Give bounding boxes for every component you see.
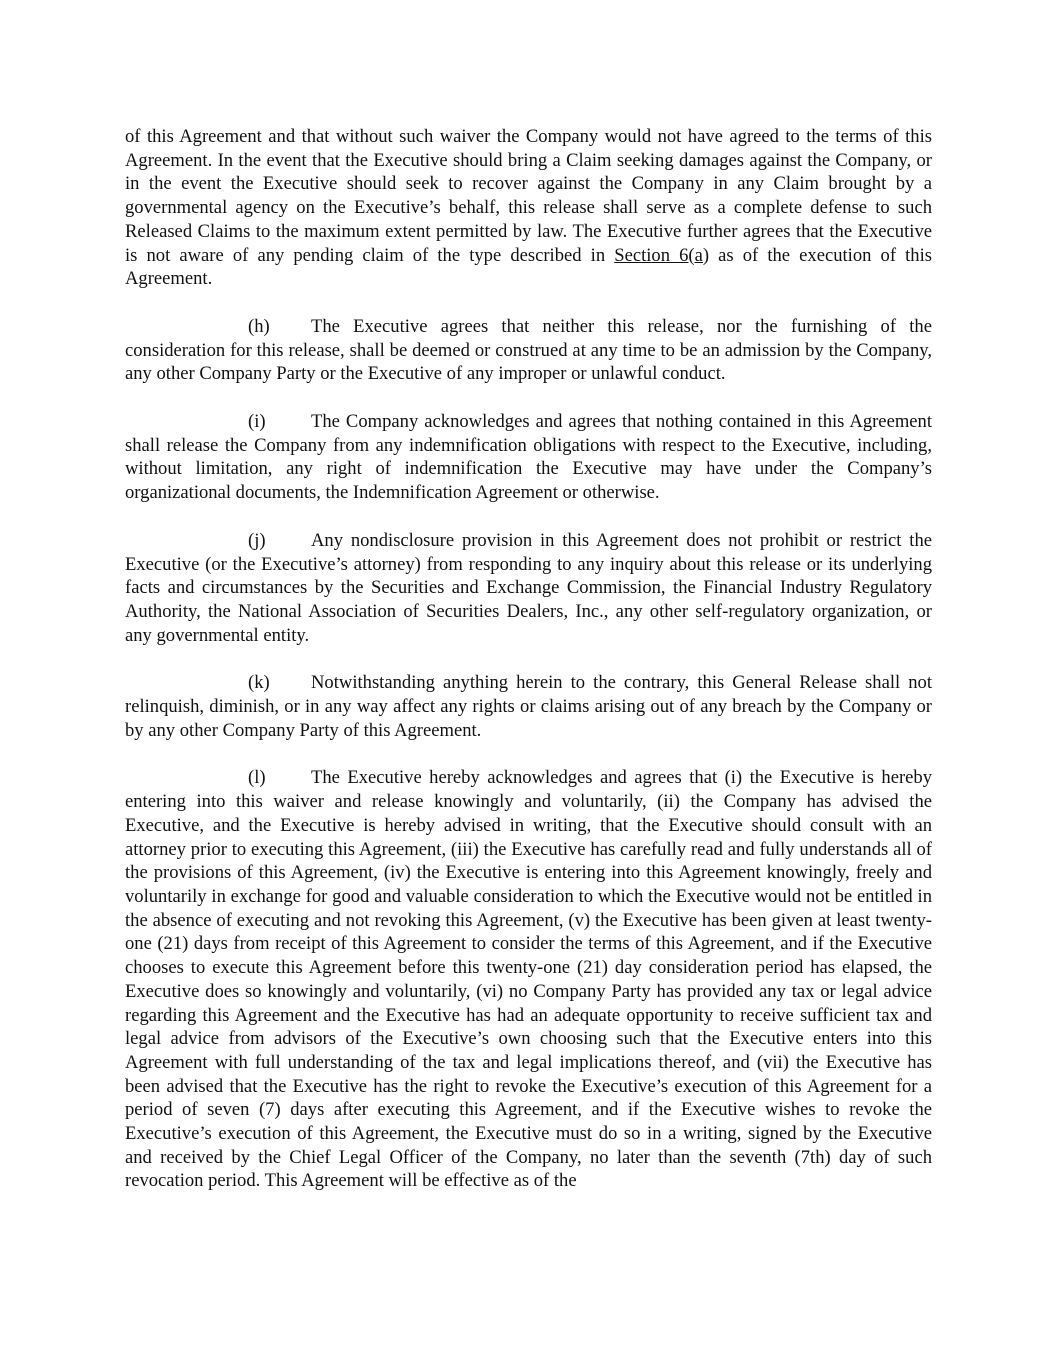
paragraph-marker: (k): [248, 672, 270, 694]
paragraph-text: as of the execution of this Agreement.: [125, 244, 932, 290]
paragraph-k: [125, 671, 932, 742]
paragraph-text: The Executive hereby acknowledges and agrees that (i) the Executive is hereby entering into this waiver and release knowingly and voluntarily, (ii) the Company has advised the Executive, and the Executive is hereby advised in writing, that the Executive should consult with an attorney prior to executing this Agreement, (iii) the Executive has carefully read and fully understands all of the provisions of this Agreement, (iv) the Executive is entering into this Agreement knowingly, freely and voluntarily in exchange for good and valuable consideration to which the Executive would not be entitled in the absence of executing and not revoking this Agreement, (v) the Executive has been given at least twenty-one (21) days from receipt of this Agreement to consider the terms of this Agreement, and if the Executive chooses to execute this Agreement before this twenty-one (21) day consideration period has elapsed, the Executive does so knowingly and voluntarily, (vi) no Company Party has provided any tax or legal advice regarding this Agreement and the Executive has had an adequate opportunity to receive sufficient tax and legal advice from advisors of the Executive’s own choosing such that the Executive enters into this Agreement with full understanding of the tax and legal implications thereof, and (vii) the Executive has been advised that the Executive has the right to revoke the Executive’s execution of this Agreement for a period of seven (7) days after executing this Agreement, and if the Executive wishes to revoke the Executive’s execution of this Agreement, the Executive must do so in a writing, signed by the Executive and received by the Chief Legal Officer of the Company, no later than the seventh (7th) day of such revocation period. This Agreement will be effective as of the: [125, 767, 932, 1192]
paragraph-marker: (h): [248, 315, 270, 337]
paragraph-j: [125, 529, 932, 648]
paragraph-text: Notwithstanding anything herein to the contrary, this General Release shall not relinquish, diminish, or in any way affect any rights or claims arising out of any breach by the Company or by any other Company Party of this Agreement.: [125, 672, 932, 741]
paragraph-marker: (l): [248, 767, 266, 789]
section-reference: Section 6(a): [614, 244, 710, 266]
paragraph-text: Any nondisclosure provision in this Agreement does not prohibit or restrict the Executive (or the Executive’s attorney) from responding to any inquiry about this release or its underlying facts and circumstances by the Securities and Exchange Commission, the Financial Industry Regulatory Authority, the National Association of Securities Dealers, Inc., any other self-regulatory organization, or any governmental entity.: [125, 529, 932, 646]
paragraph-continuation: [125, 125, 932, 291]
paragraph-text: The Company acknowledges and agrees that nothing contained in this Agreement shall release the Company from any indemnification obligations with respect to the Executive, including, without limitation, any right of indemnification the Executive may have under the Company’s organizational documents, the Indemnification Agreement or otherwise.: [125, 411, 932, 504]
paragraph-l: [125, 766, 932, 1193]
paragraph-marker: (j): [248, 529, 266, 551]
paragraph-text: of this Agreement and that without such waiver the Company would not have agreed to the terms of this Agreement. In the event that the Executive should bring a Claim seeking damages against the Company, or in the event the Executive should seek to recover against the Company in any Claim brought by a governmental agency on the Executive’s behalf, this release shall serve as a complete defense to such Released Claims to the maximum extent permitted by law. The Executive further agrees that the Executive is not aware of any pending claim of the type described in: [125, 126, 932, 266]
paragraph-h: [125, 315, 932, 386]
document-page: [125, 125, 932, 1217]
paragraph-marker: (i): [248, 411, 266, 433]
paragraph-text: The Executive agrees that neither this release, nor the furnishing of the consideration for this release, shall be deemed or construed at any time to be an admission by the Company, any other Company Party or the Executive of any improper or unlawful conduct.: [125, 315, 932, 385]
paragraph-i: [125, 410, 932, 505]
